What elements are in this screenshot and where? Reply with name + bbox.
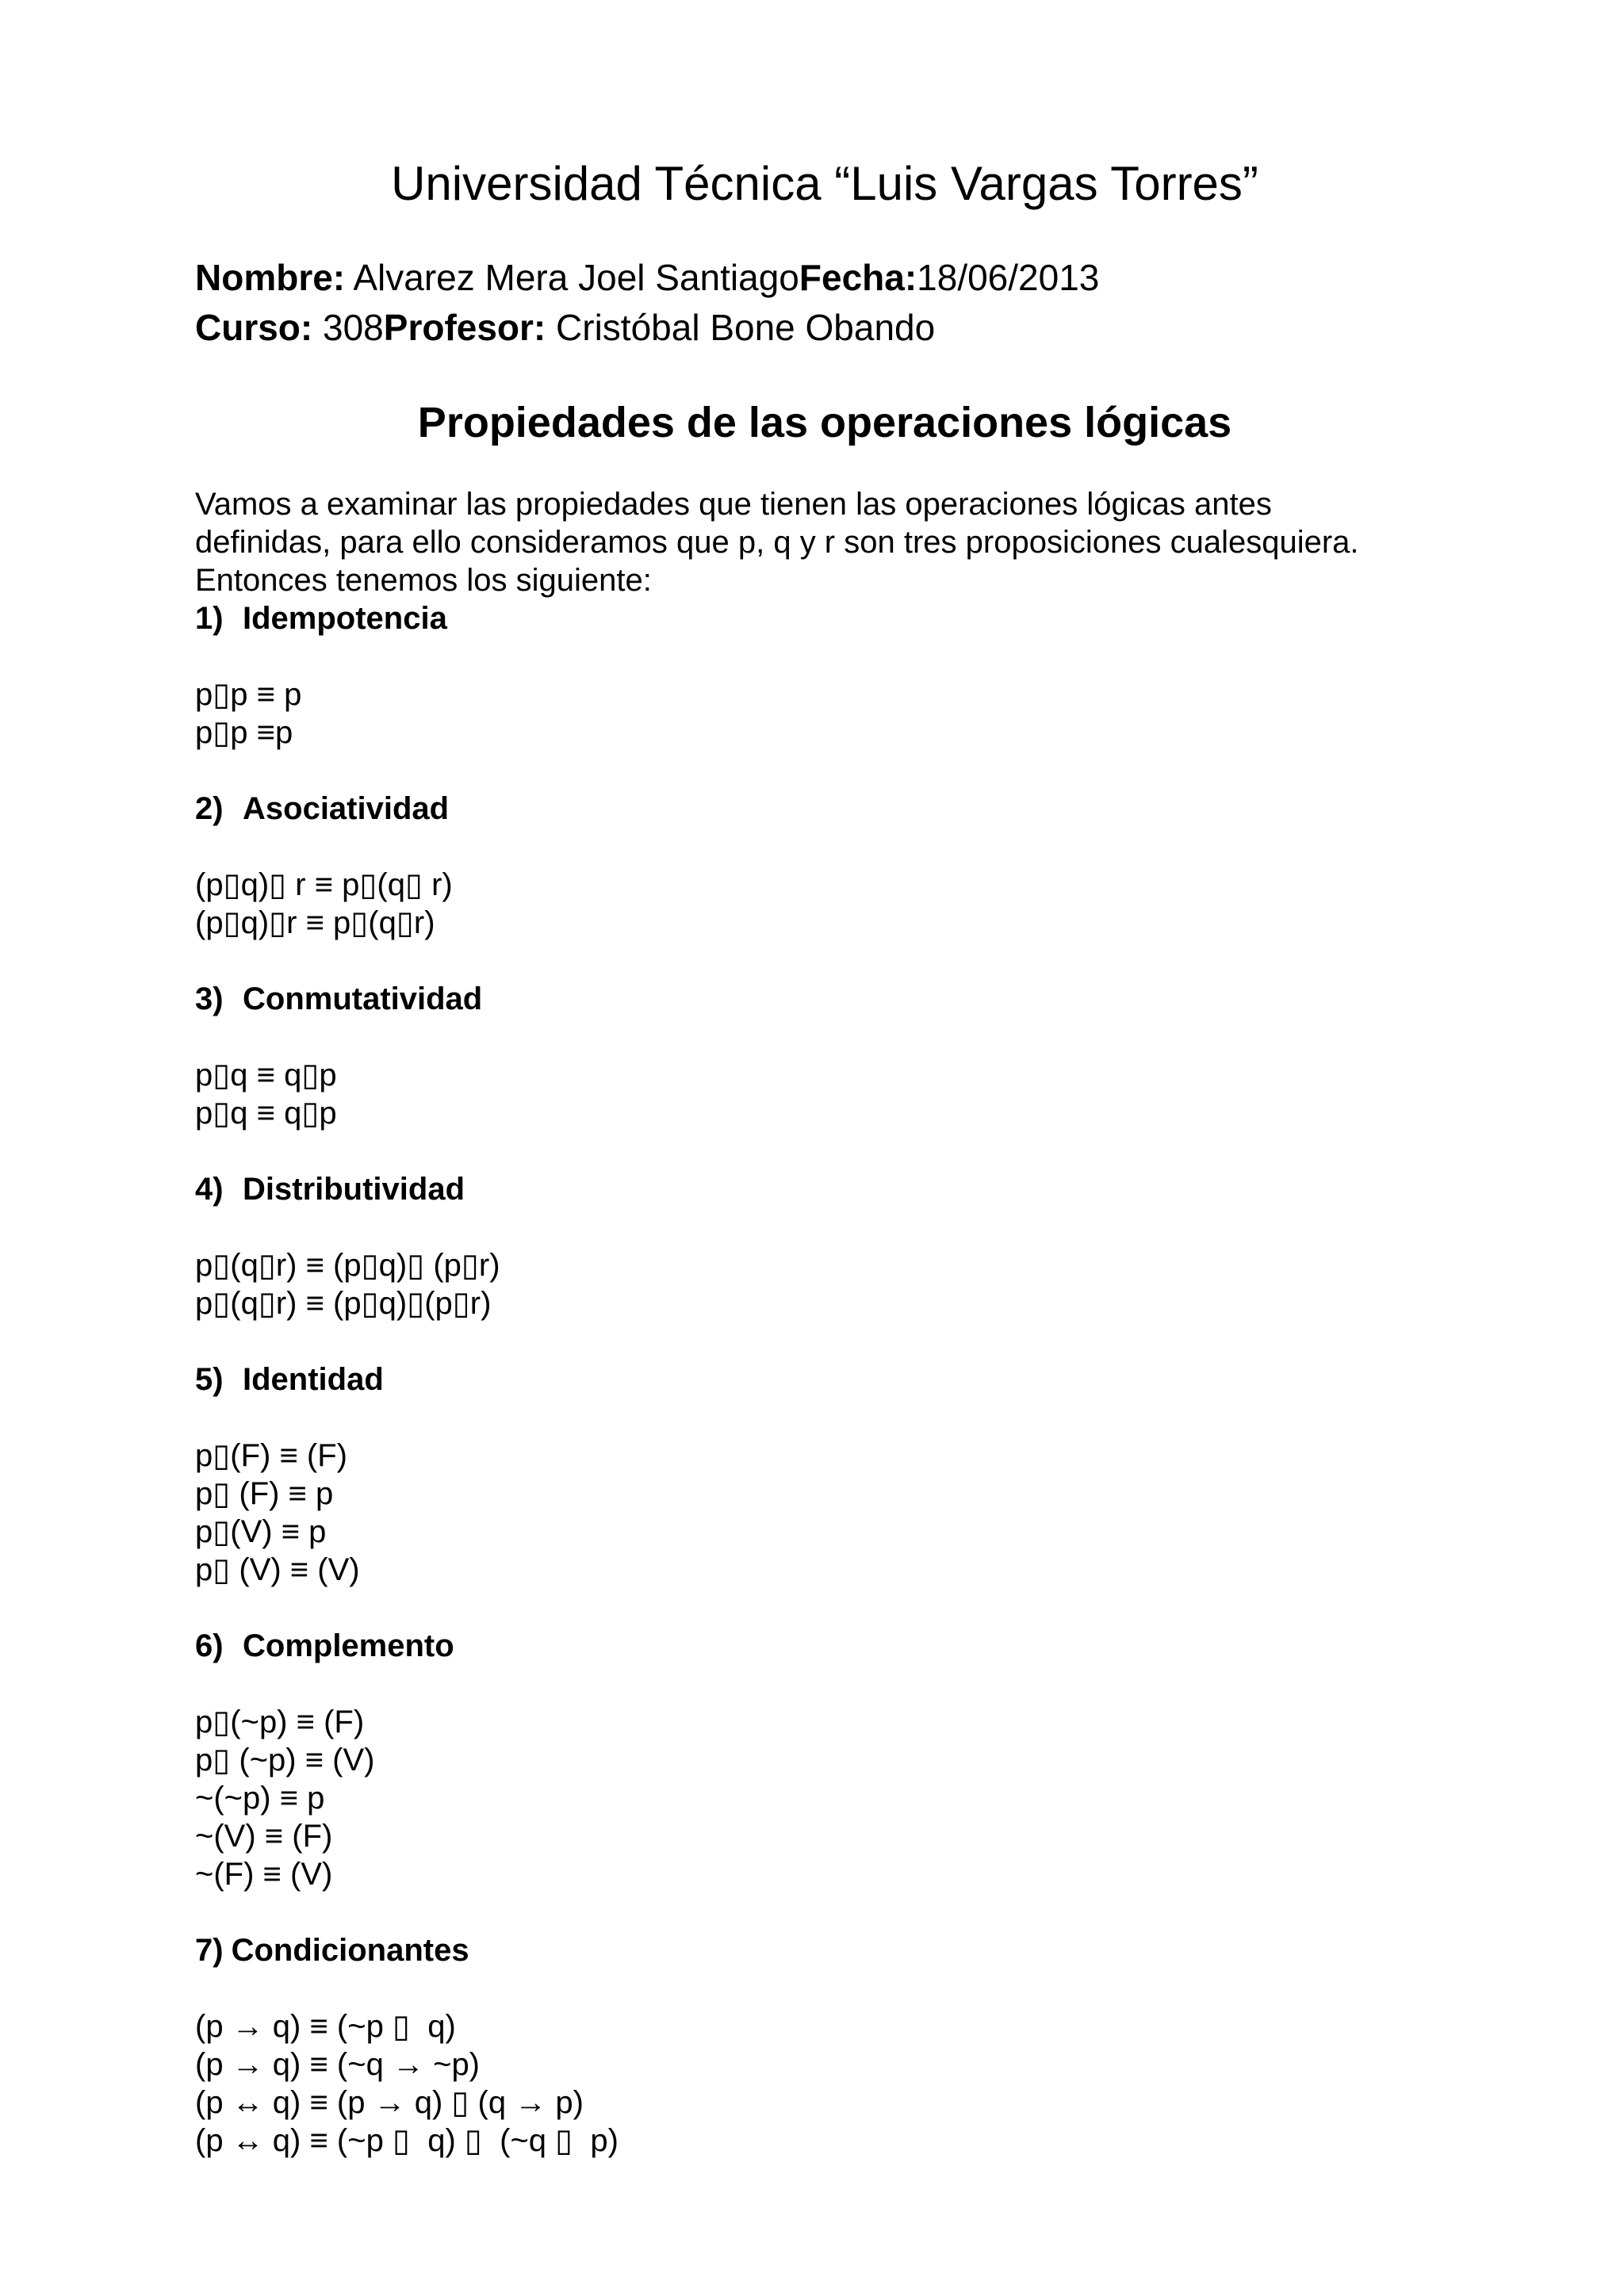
formula-line: p▯(~p) ≡ (F) [195, 1705, 365, 1739]
section-heading [195, 1360, 1480, 1399]
formula-list [195, 1437, 1480, 1589]
formula-line: (p ↔ q) ≡ (p → q) ▯ (q → p) [195, 2085, 584, 2120]
section-title: Identidad [243, 1362, 384, 1397]
section-number: 3) [195, 982, 224, 1016]
property-section [195, 1931, 1480, 2160]
meta-line-2 [195, 304, 935, 351]
section-heading [195, 980, 1480, 1018]
formula-list [195, 1246, 1480, 1322]
formula-line: p▯p ≡ p [195, 677, 302, 712]
curso-label: Curso: [195, 307, 313, 348]
section-title: Conmutatividad [243, 982, 483, 1016]
meta-line-1 [195, 254, 1099, 301]
document-body [195, 485, 1480, 2198]
nombre-value: Alvarez Mera Joel Santiago [345, 257, 799, 298]
formula-line: p▯(q▯r) ≡ (p▯q)▯ (p▯r) [195, 1248, 500, 1283]
section-heading [195, 599, 1480, 637]
formula-line: ~(F) ≡ (V) [195, 1857, 333, 1892]
section-title: Asociatividad [243, 791, 450, 826]
property-section [195, 1170, 1480, 1322]
formula-line: (p → q) ≡ (~p ▯ q) [195, 2009, 456, 2044]
section-number: 6) [195, 1628, 224, 1663]
property-section [195, 1360, 1480, 1589]
document-subtitle: Propiedades de las operaciones lógicas [417, 399, 1232, 446]
formula-line: p▯ (F) ≡ p [195, 1476, 334, 1511]
formula-line: p▯q ≡ q▯p [195, 1096, 337, 1131]
section-number: 7) [195, 1933, 224, 1968]
section-heading [195, 1170, 1480, 1208]
formula-line: (p ↔ q) ≡ (~p ▯ q) ▯ (~q ▯ p) [195, 2123, 619, 2158]
formula-list [195, 1056, 1480, 1132]
curso-value: 308 [312, 307, 384, 348]
fecha-label: Fecha: [799, 257, 917, 298]
nombre-label: Nombre: [195, 257, 346, 298]
formula-line: p▯(F) ≡ (F) [195, 1438, 347, 1473]
formula-list [195, 675, 1480, 752]
section-number: 2) [195, 791, 224, 826]
formula-line: p▯(q▯r) ≡ (p▯q)▯(p▯r) [195, 1286, 492, 1321]
section-title: Idempotencia [243, 601, 447, 636]
formula-line: p▯q ≡ q▯p [195, 1058, 337, 1093]
section-title: Distributividad [243, 1172, 465, 1207]
formula-list [195, 866, 1480, 942]
formula-line: (p▯q)▯ r ≡ p▯(q▯ r) [195, 867, 453, 902]
section-number: 4) [195, 1172, 224, 1207]
section-heading [195, 1931, 1480, 1969]
intro-paragraph [195, 485, 1480, 599]
intro-line: Vamos a examinar las propiedades que tienen las operaciones lógicas antes [195, 487, 1272, 522]
properties-list [195, 599, 1480, 2160]
formula-line: p▯ (V) ≡ (V) [195, 1552, 360, 1587]
section-heading [195, 1627, 1480, 1665]
formula-line: p▯(V) ≡ p [195, 1514, 327, 1549]
university-title: Universidad Técnica “Luis Vargas Torres” [391, 157, 1258, 210]
property-section [195, 980, 1480, 1132]
property-section [195, 599, 1480, 752]
intro-line: Entonces tenemos los siguiente: [195, 563, 652, 598]
section-number: 1) [195, 601, 224, 636]
section-number: 5) [195, 1362, 224, 1397]
property-section [195, 1627, 1480, 1893]
profesor-value: Cristóbal Bone Obando [546, 307, 936, 348]
profesor-label: Profesor: [383, 307, 546, 348]
property-section [195, 790, 1480, 942]
section-heading [195, 790, 1480, 828]
formula-list [195, 1703, 1480, 1893]
intro-line: definidas, para ello consideramos que p, q y r son tres proposiciones cualesquiera. [195, 525, 1359, 560]
fecha-value: 18/06/2013 [917, 257, 1100, 298]
section-title: Condicionantes [231, 1933, 469, 1968]
formula-line: (p▯q)▯r ≡ p▯(q▯r) [195, 905, 435, 940]
section-title: Complemento [243, 1628, 454, 1663]
formula-line: ~(V) ≡ (F) [195, 1819, 333, 1854]
formula-line: ~(~p) ≡ p [195, 1781, 325, 1816]
formula-line: p▯p ≡p [195, 715, 293, 750]
formula-line: p▯ (~p) ≡ (V) [195, 1743, 375, 1777]
formula-line: (p → q) ≡ (~q → ~p) [195, 2047, 481, 2082]
formula-list [195, 2007, 1480, 2160]
